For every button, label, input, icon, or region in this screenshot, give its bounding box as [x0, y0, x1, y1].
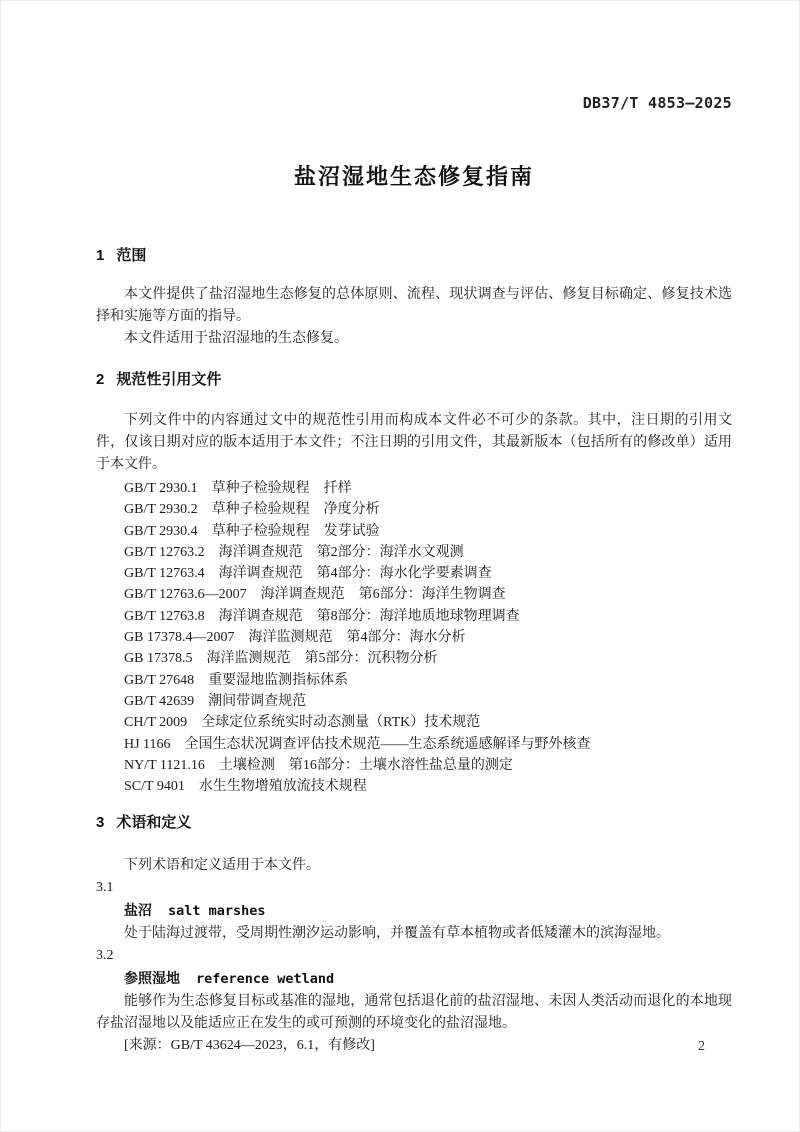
term-number: 3.1: [96, 880, 114, 896]
reference-item: GB/T 2930.2 草种子检验规程 净度分析: [124, 502, 380, 518]
term-title-line: [96, 899, 732, 923]
terms-heading-text: 术语和定义: [116, 814, 192, 832]
scope-heading-number: 1: [96, 247, 105, 264]
reference-item: SC/T 9401 水生生物增殖放流技术规程: [124, 779, 367, 795]
term-english: salt marshes: [168, 903, 266, 920]
term-source-note: [来源：GB/T 43624—2023，6.1，有修改]: [124, 1038, 375, 1054]
scope-heading-text: 范围: [116, 247, 147, 264]
scope-paragraph-2: 本文件适用于盐沼湿地的生态修复。: [124, 331, 348, 346]
reference-list: [96, 478, 732, 797]
references-heading: [96, 372, 732, 388]
document-content: [96, 1, 732, 1057]
reference-item: NY/T 1121.16 土壤检测 第16部分：土壤水溶性盐总量的测定: [124, 757, 513, 773]
references-intro-paragraph: 下列文件中的内容通过文中的规范性引用而构成本文件必不可少的条款。其中，注日期的引用文件，仅该日期对应的版本适用于本文件；不注日期的引用文件，其最新版本（包括所有的修改单）适用于本文件。: [96, 413, 732, 472]
section-scope: [96, 248, 732, 350]
document-title: 盐沼湿地生态修复指南: [293, 164, 534, 189]
term-entry-3-2: [96, 945, 732, 1057]
reference-item: GB/T 42639 潮间带调查规范: [124, 693, 307, 709]
page-number: 2: [698, 1039, 705, 1054]
reference-item: GB/T 12763.4 海洋调查规范 第4部分：海水化学要素调查: [124, 566, 492, 582]
reference-item: GB/T 12763.2 海洋调查规范 第2部分：海洋水文观测: [124, 544, 464, 560]
term-number: 3.2: [96, 948, 114, 964]
section-terms-and-definitions: [96, 815, 732, 1057]
section-normative-references: [96, 372, 732, 797]
document-header: [96, 95, 732, 112]
term-entry-3-1: [96, 877, 732, 945]
references-heading-number: 2: [96, 371, 105, 388]
terms-heading-number: 3: [96, 814, 105, 832]
reference-item: HJ 1166 全国生态状况调查评估技术规范——生态系统遥感解译与野外核查: [124, 736, 591, 752]
references-heading-text: 规范性引用文件: [116, 371, 222, 388]
term-title-line: [96, 967, 732, 991]
reference-item: GB/T 2930.1 草种子检验规程 扦样: [124, 481, 352, 496]
reference-item: GB/T 12763.6—2007 海洋调查规范 第6部分：海洋生物调查: [124, 587, 506, 603]
term-definition: 能够作为生态修复目标或基准的湿地，通常包括退化前的盐沼湿地、未因人类活动而退化的本地现存盐沼湿地以及能适应正在发生的或可预测的环境变化的盐沼湿地。: [96, 994, 732, 1032]
reference-item: GB 17378.4—2007 海洋监测规范 第4部分：海水分析: [124, 630, 466, 646]
standard-number: DB37/T 4853—2025: [582, 94, 732, 112]
scope-heading: [96, 248, 732, 264]
term-definition: 处于陆海过渡带，受周期性潮汐运动影响，并覆盖有草本植物或者低矮灌木的滨海湿地。: [124, 926, 670, 942]
terms-intro-paragraph: 下列术语和定义适用于本文件。: [124, 858, 320, 874]
reference-item: GB/T 12763.8 海洋调查规范 第8部分：海洋地质地球物理调查: [124, 608, 520, 624]
reference-item: GB/T 2930.4 草种子检验规程 发芽试验: [124, 523, 380, 539]
term-english: reference wetland: [196, 971, 335, 988]
scope-paragraph-1: 本文件提供了盐沼湿地生态修复的总体原则、流程、现状调查与评估、修复目标确定、修复技术选择和实施等方面的指导。: [96, 287, 732, 324]
reference-item: GB 17378.5 海洋监测规范 第5部分：沉积物分析: [124, 651, 438, 667]
term-chinese: 参照湿地: [124, 970, 180, 987]
reference-item: CH/T 2009 全球定位系统实时动态测量（RTK）技术规范: [124, 715, 481, 731]
term-chinese: 盐沼: [124, 902, 152, 919]
terms-heading: [96, 815, 732, 831]
reference-item: GB/T 27648 重要湿地监测指标体系: [124, 672, 349, 688]
